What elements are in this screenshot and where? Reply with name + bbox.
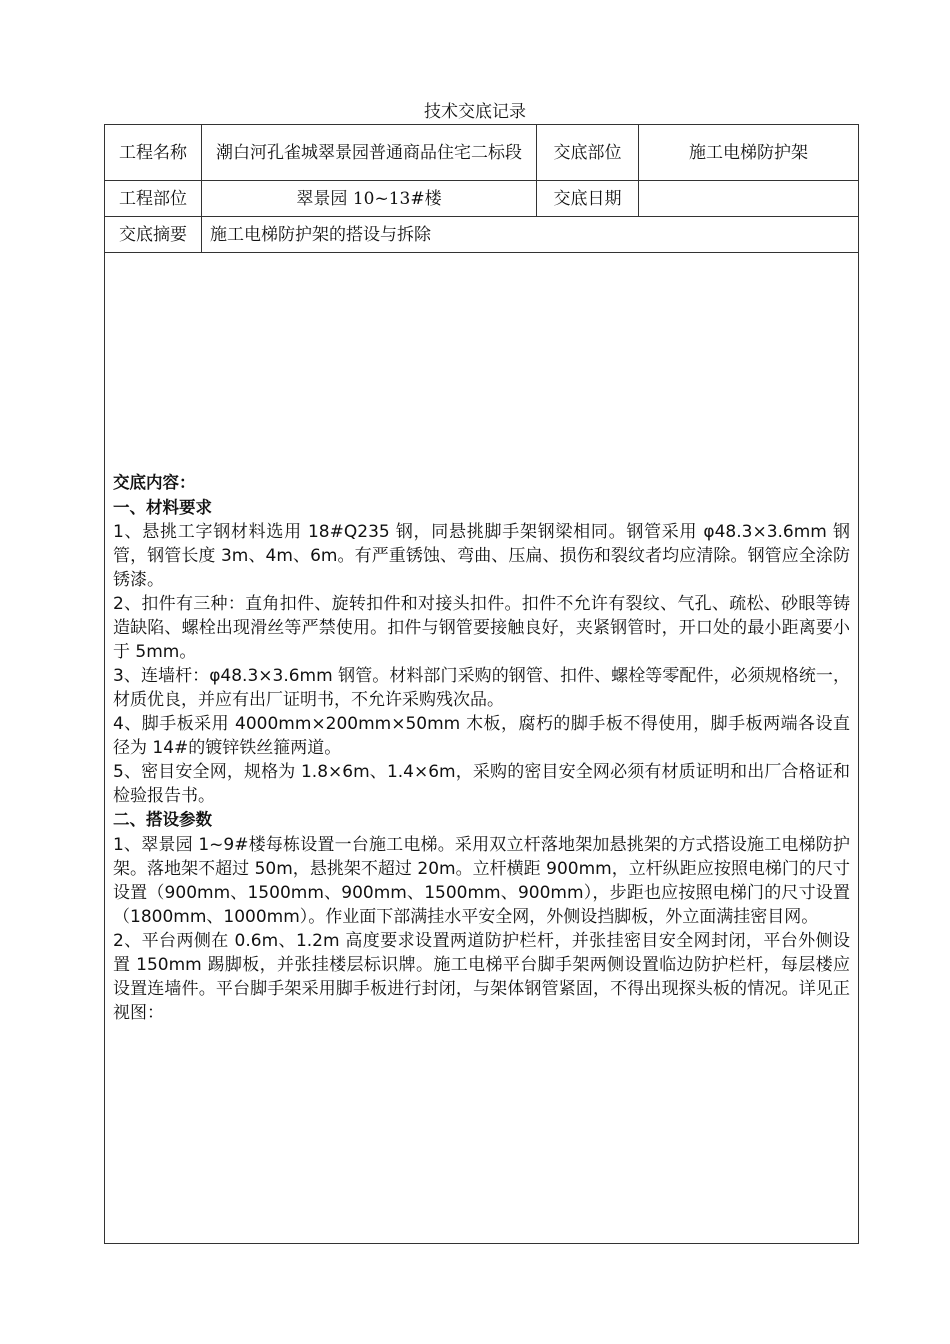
date-label: 交底日期 xyxy=(537,181,639,217)
content-cell xyxy=(105,253,859,1244)
summary-value: 施工电梯防护架的搭设与拆除 xyxy=(202,217,859,253)
paragraph: 2、平台两侧在 0.6m、1.2m 高度要求设置两道防护栏杆，并张挂密目安全网封闭，平台外侧设置 150mm 踢脚板，并张挂楼层标识牌。施工电梯平台脚手架两侧设置临边防护栏杆，每层楼应设置连墙件。平台脚手架采用脚手板进行封闭，与架体钢管紧固，不得出现探头板的情况。详见正视图： xyxy=(113,930,850,1023)
document-title: 技术交底记录 xyxy=(424,102,526,122)
part-value: 施工电梯防护架 xyxy=(639,125,859,181)
disclosure-table xyxy=(104,124,859,1244)
project-name-label: 工程名称 xyxy=(105,125,202,181)
summary-label: 交底摘要 xyxy=(105,217,202,253)
section-title: 二、搭设参数 xyxy=(113,810,212,830)
section-title: 一、材料要求 xyxy=(113,497,212,517)
location-label: 工程部位 xyxy=(105,181,202,217)
part-label: 交底部位 xyxy=(537,125,639,181)
paragraph: 2、扣件有三种：直角扣件、旋转扣件和对接头扣件。扣件不允许有裂纹、气孔、疏松、砂眼等铸造缺陷、螺栓出现滑丝等严禁使用。扣件与钢管要接触良好，夹紧钢管时，开口处的最小距离要小于 5mm。 xyxy=(113,594,850,663)
content-heading: 交底内容： xyxy=(113,473,196,493)
paragraph: 3、连墙杆：φ48.3×3.6mm 钢管。材料部门采购的钢管、扣件、螺栓等零配件，必须规格统一，材质优良，并应有出厂证明书，不允许采购残次品。 xyxy=(113,666,850,711)
date-value xyxy=(639,181,859,217)
paragraph: 5、密目安全网，规格为 1.8×6m、1.4×6m，采购的密目安全网必须有材质证明和出厂合格证和检验报告书。 xyxy=(113,762,850,807)
paragraph: 1、悬挑工字钢材料选用 18#Q235 钢，同悬挑脚手架钢梁相同。钢管采用 φ48.3×3.6mm 钢管，钢管长度 3m、4m、6m。有严重锈蚀、弯曲、压扁、损伤和裂纹者均应清除。钢管应全涂防锈漆。 xyxy=(113,522,850,591)
paragraph: 1、翠景园 1~9#楼每栋设置一台施工电梯。采用双立杆落地架加悬挑架的方式搭设施工电梯防护架。落地架不超过 50m，悬挑架不超过 20m。立杆横距 900mm，立杆纵距应按照电梯门的尺寸设置（900mm、1500mm、900mm、1500mm、900mm），步距也应按照电梯门的尺寸设置（1800mm、1000mm）。作业面下部满挂水平安全网，外侧设挡脚板，外立面满挂密目网。 xyxy=(113,834,850,927)
location-value: 翠景园 10~13#楼 xyxy=(202,181,537,217)
paragraph: 4、脚手板采用 4000mm×200mm×50mm 木板，腐朽的脚手板不得使用，脚手板两端各设直径为 14#的镀锌铁丝箍两道。 xyxy=(113,714,850,759)
project-name-value: 潮白河孔雀城翠景园普通商品住宅二标段 xyxy=(202,125,537,181)
